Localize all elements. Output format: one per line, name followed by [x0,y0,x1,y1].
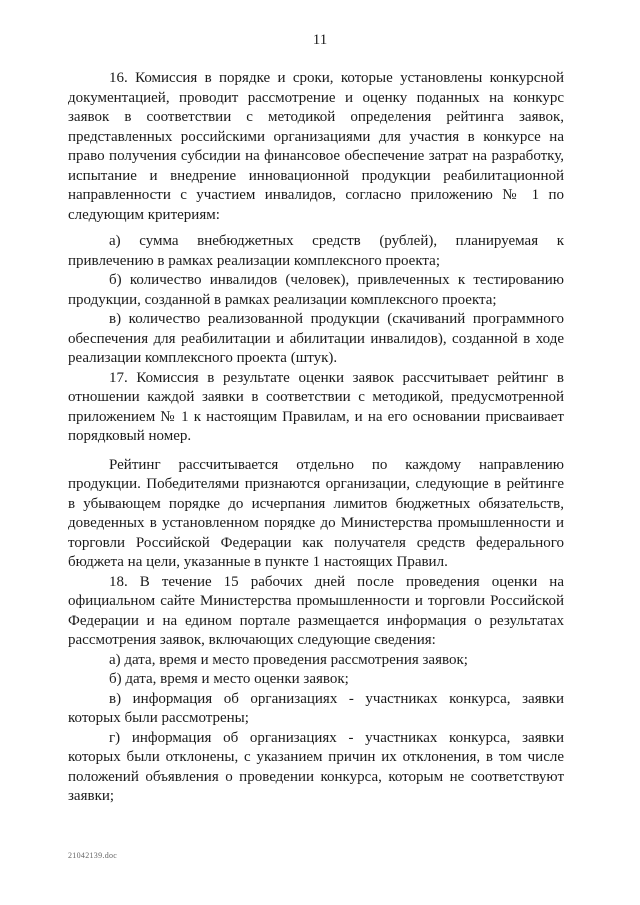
item-d: г) информация об организациях - участниках конкурса, заявки которых были отклонены, с указанием причин их отклонения, в том числе положений объявления о проведении конкурса, которым не соответствуют заявки; [68,729,564,804]
page-number: 11 [312,32,328,48]
document-footer: 21042139.doc [68,851,118,860]
document-body [68,69,564,807]
item-b: б) дата, время и место оценки заявок; [109,671,349,687]
paragraph-rating: Рейтинг рассчитывается отдельно по каждому направлению продукции. Победителями признаются организации, следующие в рейтинге в убывающем порядке до исчерпания лимитов бюджетных обязательств, доведенных в установленном порядке до Министерства промышленности и торговли Российской Федерации как получателя средств федерального бюджета на цели, указанные в пункте 1 настоящих Правил. [68,456,564,570]
criterion-a: а) сумма внебюджетных средств (рублей), планируемая к привлечению в рамках реализации комплексного проекта; [68,233,564,269]
criterion-c: в) количество реализованной продукции (скачиваний программного обеспечения для реабилитации и абилитации инвалидов), созданной в ходе реализации комплексного проекта (штук). [68,311,564,366]
paragraph-18: 18. В течение 15 рабочих дней после проведения оценки на официальном сайте Министерства промышленности и торговли Российской Федерации и на едином портале размещается информация о результатах рассмотрения заявок, включающих следующие сведения: [68,573,564,648]
paragraph-17: 17. Комиссия в результате оценки заявок рассчитывает рейтинг в отношении каждой заявки в соответствии с методикой, предусмотренной приложением № 1 к настоящим Правилам, и на его основании присваивает порядковый номер. [68,369,564,444]
item-a: а) дата, время и место проведения рассмотрения заявок; [109,651,468,668]
paragraph-16: 16. Комиссия в порядке и сроки, которые установлены конкурсной документацией, проводит рассмотрение и оценку поданных на конкурс заявок в соответствии с методикой определения рейтинга заявок, представленных российскими организациями для участия в конкурсе на право получения субсидии на финансовое обеспечение затрат на разработку, испытание и внедрение инновационной продукции реабилитационной направленности с участием инвалидов, согласно приложению № 1 по следующим критериям: [68,70,564,223]
criterion-b: б) количество инвалидов (человек), привлеченных к тестированию продукции, созданной в рамках реализации комплексного проекта; [68,272,564,308]
item-c: в) информация об организациях - участниках конкурса, заявки которых были рассмотрены; [68,690,564,726]
